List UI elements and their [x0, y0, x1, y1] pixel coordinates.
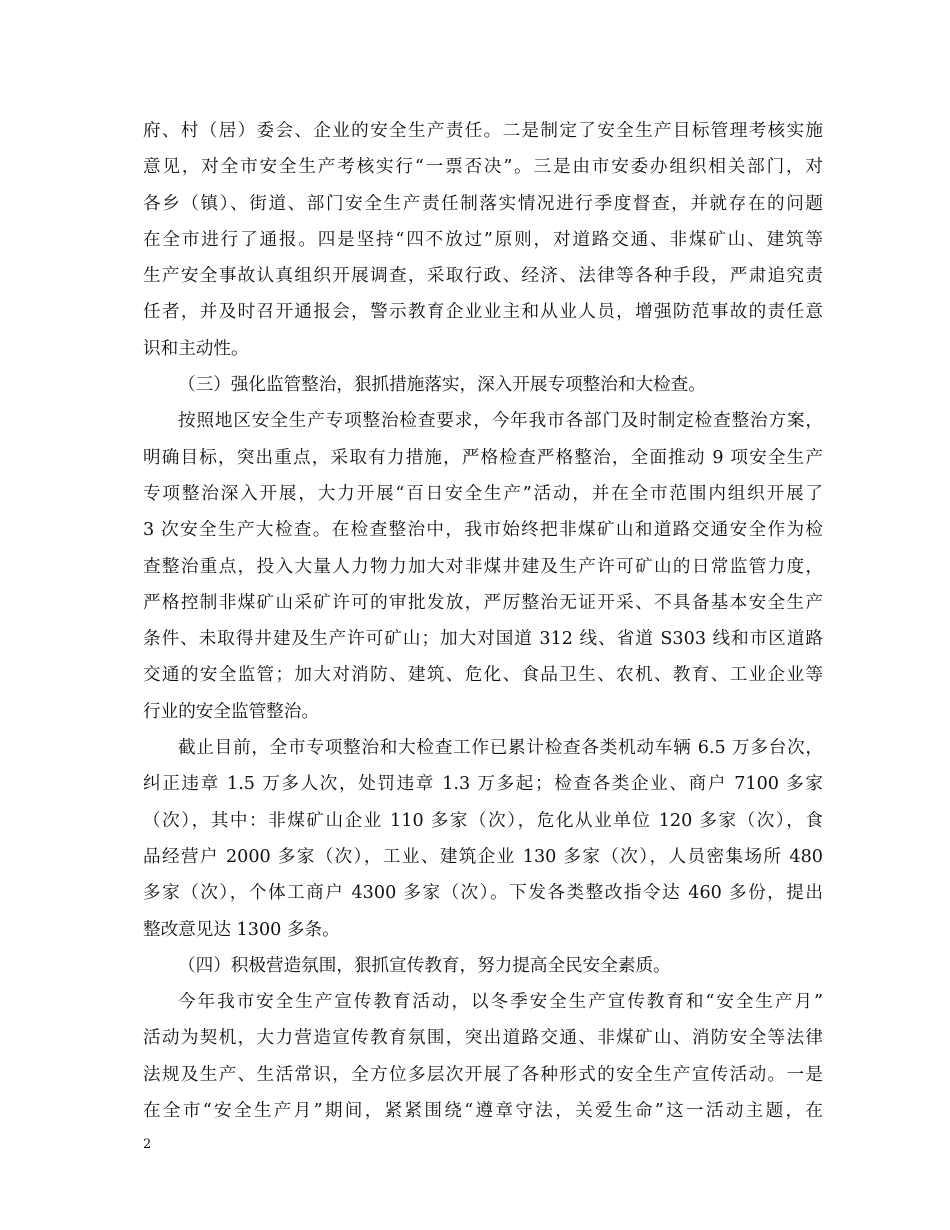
text-line: 生产安全事故认真组织开展调查，采取行政、经济、法律等各种手段，严肃追究责	[143, 266, 823, 287]
text-line: （三）强化监管整治，狠抓措施落实，深入开展专项整治和大检查。	[178, 375, 706, 396]
text-line: 在全市进行了通报。四是坚持“四不放过”原则，对道路交通、非煤矿山、建筑等	[143, 229, 823, 250]
body-text	[143, 113, 823, 1129]
paragraph	[143, 403, 823, 730]
text-line: 3 次安全生产大检查。在检查整治中，我市始终把非煤矿山和道路交通安全作为检	[143, 520, 823, 541]
text-line: 截止目前，全市专项整治和大检查工作已累计检查各类机动车辆 6.5 万多台次，	[178, 738, 823, 759]
text-line: 查整治重点，投入大量人力物力加大对非煤井建及生产许可矿山的日常监管力度，	[143, 556, 823, 577]
paragraph	[143, 948, 823, 984]
text-line: 明确目标，突出重点，采取有力措施，严格检查严格整治，全面推动 9 项安全生产	[143, 447, 823, 468]
text-line: 交通的安全监管；加大对消防、建筑、危化、食品卫生、农机、教育、工业企业等	[143, 665, 823, 686]
paragraph	[143, 984, 823, 1129]
page-number: 2	[143, 1137, 152, 1152]
text-line: 纠正违章 1.5 万多人次，处罚违章 1.3 万多起；检查各类企业、商户 7100 多家	[143, 774, 823, 795]
text-line: 品经营户 2000 多家（次），工业、建筑企业 130 多家（次），人员密集场所 480	[143, 846, 823, 867]
text-line: 识和主动性。	[143, 338, 249, 359]
text-line: 在全市“安全生产月”期间，紧紧围绕“遵章守法，关爱生命”这一活动主题，在	[143, 1101, 823, 1122]
text-line: 按照地区安全生产专项整治检查要求，今年我市各部门及时制定检查整治方案，	[178, 411, 823, 432]
text-line: 条件、未取得井建及生产许可矿山；加大对国道 312 线、省道 S303 线和市区道路	[143, 629, 823, 650]
paragraph	[143, 367, 823, 403]
paragraph	[143, 113, 823, 367]
text-line: （次），其中：非煤矿山企业 110 多家（次），危化从业单位 120 多家（次），食	[143, 810, 823, 831]
text-line: 意见，对全市安全生产考核实行“一票否决”。三是由市安委办组织相关部门，对	[143, 157, 823, 178]
text-line: 任者，并及时召开通报会，警示教育企业业主和从业人员，增强防范事故的责任意	[143, 302, 823, 323]
paragraph	[143, 730, 823, 948]
text-line: 行业的安全监管整治。	[143, 701, 319, 722]
text-line: 今年我市安全生产宣传教育活动，以冬季安全生产宣传教育和“安全生产月”	[178, 992, 823, 1013]
text-line: 法规及生产、生活常识，全方位多层次开展了各种形式的安全生产宣传活动。一是	[143, 1064, 823, 1085]
text-line: 多家（次），个体工商户 4300 多家（次）。下发各类整改指令达 460 多份，提出	[143, 883, 823, 904]
text-line: 专项整治深入开展，大力开展“百日安全生产”活动，并在全市范围内组织开展了	[143, 483, 823, 504]
text-line: 整改意见达 1300 多条。	[143, 919, 340, 940]
text-line: 活动为契机，大力营造宣传教育氛围，突出道路交通、非煤矿山、消防安全等法律	[143, 1028, 823, 1049]
text-line: （四）积极营造氛围，狠抓宣传教育，努力提高全民安全素质。	[178, 955, 671, 976]
text-line: 各乡（镇）、街道、部门安全生产责任制落实情况进行季度督查，并就存在的问题	[143, 193, 823, 214]
text-line: 府、村（居）委会、企业的安全生产责任。二是制定了安全生产目标管理考核实施	[143, 121, 823, 141]
text-line: 严格控制非煤矿山采矿许可的审批发放，严厉整治无证开采、不具备基本安全生产	[143, 592, 823, 613]
